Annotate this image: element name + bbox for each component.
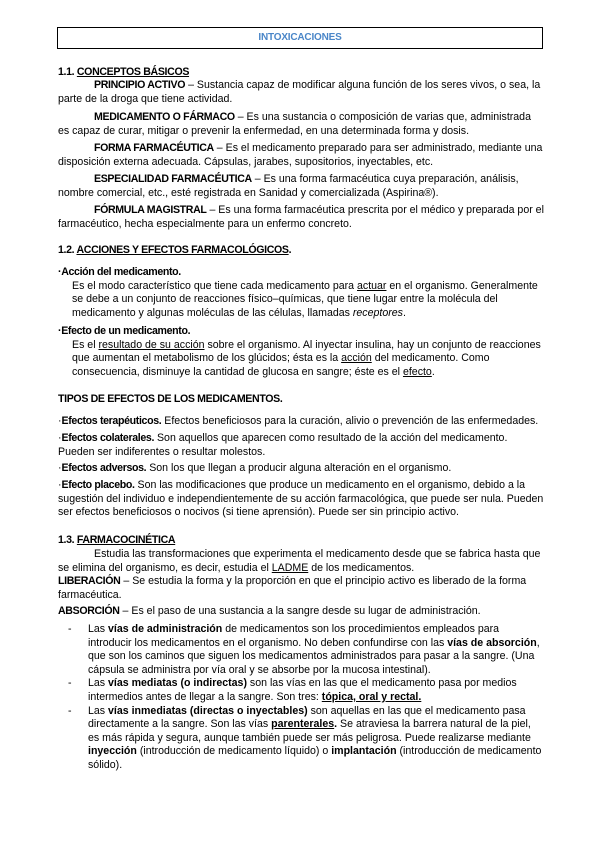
text: Es el modo característico que tiene cada medicamento para	[72, 279, 358, 292]
definition-especialidad-farmaceutica	[58, 173, 544, 200]
section-number: 1.3.	[58, 534, 75, 546]
underlined-text: actuar	[357, 279, 387, 292]
subsection-title: ·Efecto de un medicamento.	[58, 325, 191, 337]
text: Las	[88, 623, 109, 635]
term: ESPECIALIDAD FARMACÉUTICA	[94, 173, 252, 185]
term: Efectos terapéuticos.	[61, 415, 162, 427]
definition: Son los que llegan a producir alguna alteración en el organismo.	[146, 462, 452, 474]
definition: – Es una forma farmacéutica cuya preparación, análisis, nombre comercial, etc., esté registrada en Sanidad y comercializada (Aspirina®).	[58, 173, 519, 199]
term: PRINCIPIO ACTIVO	[94, 79, 186, 91]
definition-formula-magistral	[58, 204, 544, 231]
bold-underlined-text: tópica, oral y rectal.	[321, 690, 422, 703]
subsection-body	[58, 280, 544, 321]
definition: Son las modificaciones que produce un medicamento en el organismo, debido a la sugestión del individuo e independientemente de su acción farmacológica, que puede ser nula. Pueden ser efectos beneficiosos o nocivos (si tiene aprensión). Puede ser sin principio activo.	[58, 479, 544, 519]
definition: – Es una forma farmacéutica prescrita por el médico y preparada por el farmacéutico, hecha especialmente para un enfermo concreto.	[58, 204, 544, 230]
definition: – Es una sustancia o composición de varias que, administrada es capaz de curar, mitigar o prevenir la enfermedad, en una determinada forma y dosis.	[58, 111, 531, 137]
absorcion-list	[58, 623, 544, 773]
text: son las vías en las que el medicamento pasa por medios intermedios antes de llegar a la sangre. Son tres:	[88, 677, 517, 703]
section-number: 1.2.	[58, 244, 75, 256]
bold-text: implantación	[331, 745, 397, 758]
text: (introducción de medicamento sólido).	[88, 745, 542, 771]
term: Efectos colaterales.	[61, 432, 155, 444]
term: ABSORCIÓN	[58, 605, 120, 617]
definition: – Se estudia la forma y la proporción en que el principio activo es liberado de la forma farmacéutica.	[58, 575, 527, 601]
bold-text: .	[334, 718, 338, 731]
text: del medicamento. Como consecuencia, disminuye la cantidad de glucosa en sangre; éste es el	[72, 352, 490, 378]
underlined-text: LADME	[271, 561, 309, 574]
list-dash: -	[68, 704, 72, 717]
italic-text: receptores	[352, 306, 403, 319]
subsection-title-text: Acción del medicamento.	[61, 266, 181, 278]
text: Es el	[72, 338, 99, 351]
subsection-body	[58, 339, 544, 380]
term: LIBERACIÓN	[58, 575, 121, 587]
definition-absorcion	[58, 605, 544, 619]
accion-del-medicamento	[58, 266, 544, 320]
text: son aquellas en las que el medicamento pasa directamente a la sangre. Son las vías	[88, 704, 526, 731]
text: de los medicamentos.	[308, 561, 415, 574]
heading-period: .	[288, 244, 292, 256]
definition: – Es el paso de una sustancia a la sangre desde su lugar de administración.	[119, 605, 481, 617]
text: en el organismo. Generalmente se debe a un conjunto de reacciones físico–químicas, que tiene lugar entre la molécula del medicamento y algunas moléculas de las células, llamadas	[72, 279, 538, 319]
subsection-title-text: Efecto de un medicamento.	[61, 325, 191, 337]
efecto-adverso: ·Efectos adversos. Son los que llegan a producir alguna alteración en el organismo.	[58, 462, 452, 474]
bold-underlined-text: parenterales	[271, 718, 335, 731]
term: FÓRMULA MAGISTRAL	[94, 204, 207, 216]
definition-medicamento	[58, 111, 544, 138]
definition: Son aquellos que aparecen como resultado de la acción del medicamento. Pueden ser indiferentes o resultar molestos.	[58, 432, 508, 458]
section-1-1-heading	[58, 66, 544, 80]
definition: – Sustancia capaz de modificar alguna función de los seres vivos, o sea, la parte de la droga que tiene actividad.	[58, 79, 541, 105]
list-item	[58, 705, 544, 773]
section-number: 1.1.	[58, 66, 75, 78]
section-1-3-heading	[58, 534, 544, 548]
underlined-text: efecto	[402, 365, 432, 378]
definition-principio-activo	[58, 79, 544, 106]
efecto-de-un-medicamento	[58, 325, 544, 379]
list-item	[58, 623, 544, 677]
definition: Efectos beneficiosos para la curación, alivio o prevención de las enfermedades.	[161, 415, 539, 427]
tipos-de-efectos-heading: TIPOS DE EFECTOS DE LOS MEDICAMENTOS.	[58, 393, 283, 405]
document-title: INTOXICACIONES	[57, 27, 543, 49]
subsection-title: ·Acción del medicamento.	[58, 266, 181, 278]
definition: – Es el medicamento preparado para ser administrado, mediante una disposición externa adecuada. Cápsulas, jarabes, supositorios, inyectables, etc.	[58, 142, 543, 168]
text: Las	[88, 677, 109, 690]
section-title: ACCIONES Y EFECTOS FARMACOLÓGICOS	[76, 244, 289, 256]
definition-forma-farmaceutica	[58, 142, 544, 169]
bold-text: vías de absorción	[447, 636, 537, 649]
bold-text: inyección	[88, 745, 137, 758]
underlined-text: acción	[341, 352, 372, 365]
section-1-2-heading	[58, 244, 544, 258]
text: .	[402, 306, 406, 319]
list-item	[58, 677, 544, 704]
term: Efectos adversos.	[61, 462, 147, 474]
text: Se atraviesa la barrera natural de la piel, es más rápida y segura, aunque también puede ser más peligrosa. Puede realizarse mediante	[88, 718, 531, 744]
term: FORMA FARMACÉUTICA	[94, 142, 214, 154]
efecto-colateral: ·Efectos colaterales. Son aquellos que aparecen como resultado de la acción del medicamento. Pueden ser indiferentes o resultar molestos.	[58, 432, 508, 458]
text: .	[431, 365, 435, 378]
bold-text: vías inmediatas (directas o inyectables)	[108, 704, 308, 717]
bold-text: vías mediatas (o indirectas)	[108, 677, 247, 690]
efecto-terapeutico: ·Efectos terapéuticos. Efectos beneficiosos para la curación, alivio o prevención de las enfermedades.	[58, 415, 539, 427]
bold-text: vías de administración	[108, 623, 223, 635]
text: Estudia las transformaciones que experimenta el medicamento desde que se fabrica hasta que se elimina del organismo, es decir, estudia el	[58, 548, 541, 574]
list-dash: -	[68, 677, 72, 690]
section-title: FARMACOCINÉTICA	[76, 534, 176, 546]
definition-liberacion	[58, 575, 544, 602]
section-title: CONCEPTOS BÁSICOS	[76, 66, 190, 78]
text: de medicamentos son los procedimientos empleados para introducir los medicamentos en el organismo. No deben confundirse con las	[88, 623, 500, 649]
text: (introducción de medicamento líquido) o	[136, 745, 332, 758]
farmacocinetica-intro	[58, 548, 544, 575]
text: , que son los caminos que siguen los medicamentos administrados para pasar a la sangre. (Una cápsula se administra por vía oral y se absorbe por la mucosa intestinal).	[88, 636, 540, 676]
text: Las	[88, 704, 109, 717]
text: sobre el organismo. Al inyectar insulina, hay un conjunto de reacciones que aumentan el metabolismo de los glúcidos; ésta es la	[72, 338, 541, 365]
list-dash: -	[68, 623, 72, 635]
underlined-text: resultado de su acción	[98, 338, 205, 351]
efecto-placebo: ·Efecto placebo. Son las modificaciones que produce un medicamento en el organismo, debido a la sugestión del individuo e independientemente de su acción farmacológica, que puede ser nula. Pueden ser efectos beneficiosos o nocivos (si tiene aprensión). Puede ser sin principio activo.	[58, 479, 544, 519]
term: MEDICAMENTO O FÁRMACO	[94, 111, 235, 123]
term: Efecto placebo.	[61, 479, 135, 491]
